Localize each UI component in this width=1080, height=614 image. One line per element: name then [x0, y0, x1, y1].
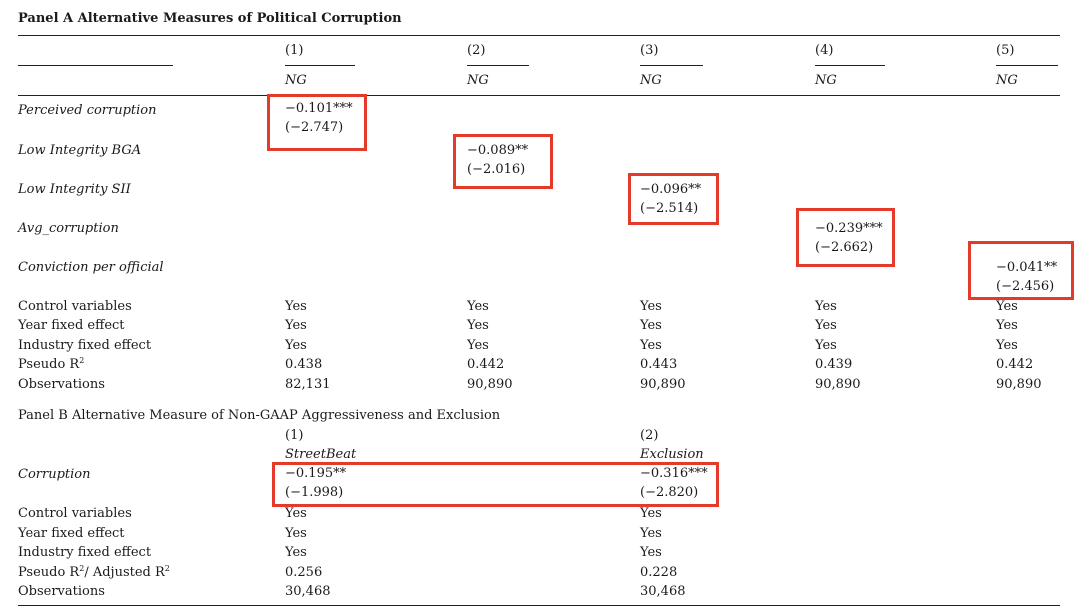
row-label-industry-fixed-effect: Industry fixed effect: [18, 545, 152, 560]
dep-var-1: StreetBeat: [285, 447, 357, 462]
table-cell: 0.443: [640, 357, 678, 372]
highlight-box: [628, 173, 719, 225]
table-cell: 90,890: [815, 377, 861, 392]
row-label-observations: Observations: [18, 377, 105, 392]
table-cell: Yes: [285, 506, 307, 521]
panel-b-title: Panel B Alternative Measure of Non-GAAP Aggressiveness and Exclusion: [18, 408, 501, 423]
row-label-observations: Observations: [18, 584, 105, 599]
header-rule-label: [18, 65, 173, 66]
table-cell: 30,468: [640, 584, 686, 599]
coef-value: −0.316***: [640, 466, 708, 481]
highlight-box: [796, 208, 895, 267]
table-cell: Yes: [285, 318, 307, 333]
t-stat-value: (−2.016): [467, 162, 526, 177]
highlight-box: [272, 462, 719, 507]
table-cell: Yes: [996, 299, 1018, 314]
col-number-1: (1): [285, 43, 304, 58]
table-cell: 0.439: [815, 357, 853, 372]
dep-var-4: NG: [815, 73, 837, 88]
row-label-low-integrity-bga: Low Integrity BGA: [18, 143, 142, 158]
dep-var-1: NG: [285, 73, 307, 88]
table-bottom-rule: [18, 605, 1060, 606]
header-rule-1: [285, 65, 355, 66]
coef-value: −0.195**: [285, 466, 347, 481]
header-bottom-rule: [18, 95, 1060, 96]
row-label-control-variables: Control variables: [18, 299, 132, 314]
col-number-4: (4): [815, 43, 834, 58]
t-stat-value: (−2.456): [996, 279, 1055, 294]
col-number-5: (5): [996, 43, 1015, 58]
table-cell: Yes: [815, 338, 837, 353]
table-top-rule: [18, 35, 1060, 36]
table-cell: 0.438: [285, 357, 323, 372]
table-cell: 90,890: [640, 377, 686, 392]
header-rule-3: [640, 65, 703, 66]
col-number-1: (1): [285, 428, 304, 443]
row-label-low-integrity-sii: Low Integrity SII: [18, 182, 131, 197]
row-label-conviction-per-official: Conviction per official: [18, 260, 164, 275]
panel-a-title: Panel A Alternative Measures of Political Corruption: [18, 11, 402, 26]
table-cell: Yes: [467, 338, 489, 353]
dep-var-2: NG: [467, 73, 489, 88]
header-rule-2: [467, 65, 529, 66]
row-label-year-fixed-effect: Year fixed effect: [18, 526, 125, 541]
coef-value: −0.101***: [285, 101, 353, 116]
table-cell: Yes: [467, 299, 489, 314]
table-cell: Yes: [815, 318, 837, 333]
table-cell: Yes: [996, 338, 1018, 353]
row-label-control-variables: Control variables: [18, 506, 132, 521]
dep-var-3: NG: [640, 73, 662, 88]
table-cell: 90,890: [996, 377, 1042, 392]
coef-value: −0.089**: [467, 143, 529, 158]
t-stat-value: (−1.998): [285, 485, 344, 500]
table-cell: Yes: [640, 318, 662, 333]
table-cell: 0.256: [285, 565, 323, 580]
coef-value: −0.096**: [640, 182, 702, 197]
highlight-box: [453, 134, 553, 189]
table-cell: 0.442: [996, 357, 1034, 372]
table-cell: 90,890: [467, 377, 513, 392]
table-cell: Yes: [285, 299, 307, 314]
row-label-avg-corruption: Avg_corruption: [18, 221, 119, 236]
table-cell: 82,131: [285, 377, 331, 392]
row-label-industry-fixed-effect: Industry fixed effect: [18, 338, 152, 353]
row-label-year-fixed-effect: Year fixed effect: [18, 318, 125, 333]
table-cell: 0.442: [467, 357, 505, 372]
header-rule-5: [996, 65, 1058, 66]
table-cell: Yes: [640, 545, 662, 560]
table-cell: 30,468: [285, 584, 331, 599]
dep-var-5: NG: [996, 73, 1018, 88]
table-cell: Yes: [996, 318, 1018, 333]
row-label-corruption: Corruption: [18, 467, 91, 482]
table-cell: Yes: [285, 338, 307, 353]
t-stat-value: (−2.662): [815, 240, 874, 255]
table-cell: Yes: [285, 545, 307, 560]
col-number-2: (2): [467, 43, 486, 58]
table-cell: 0.228: [640, 565, 678, 580]
table-cell: Yes: [815, 299, 837, 314]
row-label-pseudo-r2: Pseudo $R^2$: [18, 356, 85, 372]
t-stat-value: (−2.820): [640, 485, 699, 500]
coef-value: −0.041**: [996, 260, 1058, 275]
table-cell: Yes: [640, 506, 662, 521]
table-cell: Yes: [285, 526, 307, 541]
col-number-3: (3): [640, 43, 659, 58]
row-label-perceived-corruption: Perceived corruption: [18, 103, 157, 118]
dep-var-2: Exclusion: [640, 447, 704, 462]
coef-value: −0.239***: [815, 221, 883, 236]
highlight-box: [968, 241, 1074, 300]
row-label-pseudo-adjusted-r2: Pseudo $R^2/$ Adjusted $R^2$: [18, 564, 170, 580]
highlight-box: [267, 94, 367, 151]
table-cell: Yes: [467, 318, 489, 333]
table-cell: Yes: [640, 299, 662, 314]
table-cell: Yes: [640, 526, 662, 541]
table-cell: Yes: [640, 338, 662, 353]
t-stat-value: (−2.514): [640, 201, 699, 216]
col-number-2: (2): [640, 428, 659, 443]
header-rule-4: [815, 65, 885, 66]
t-stat-value: (−2.747): [285, 120, 344, 135]
